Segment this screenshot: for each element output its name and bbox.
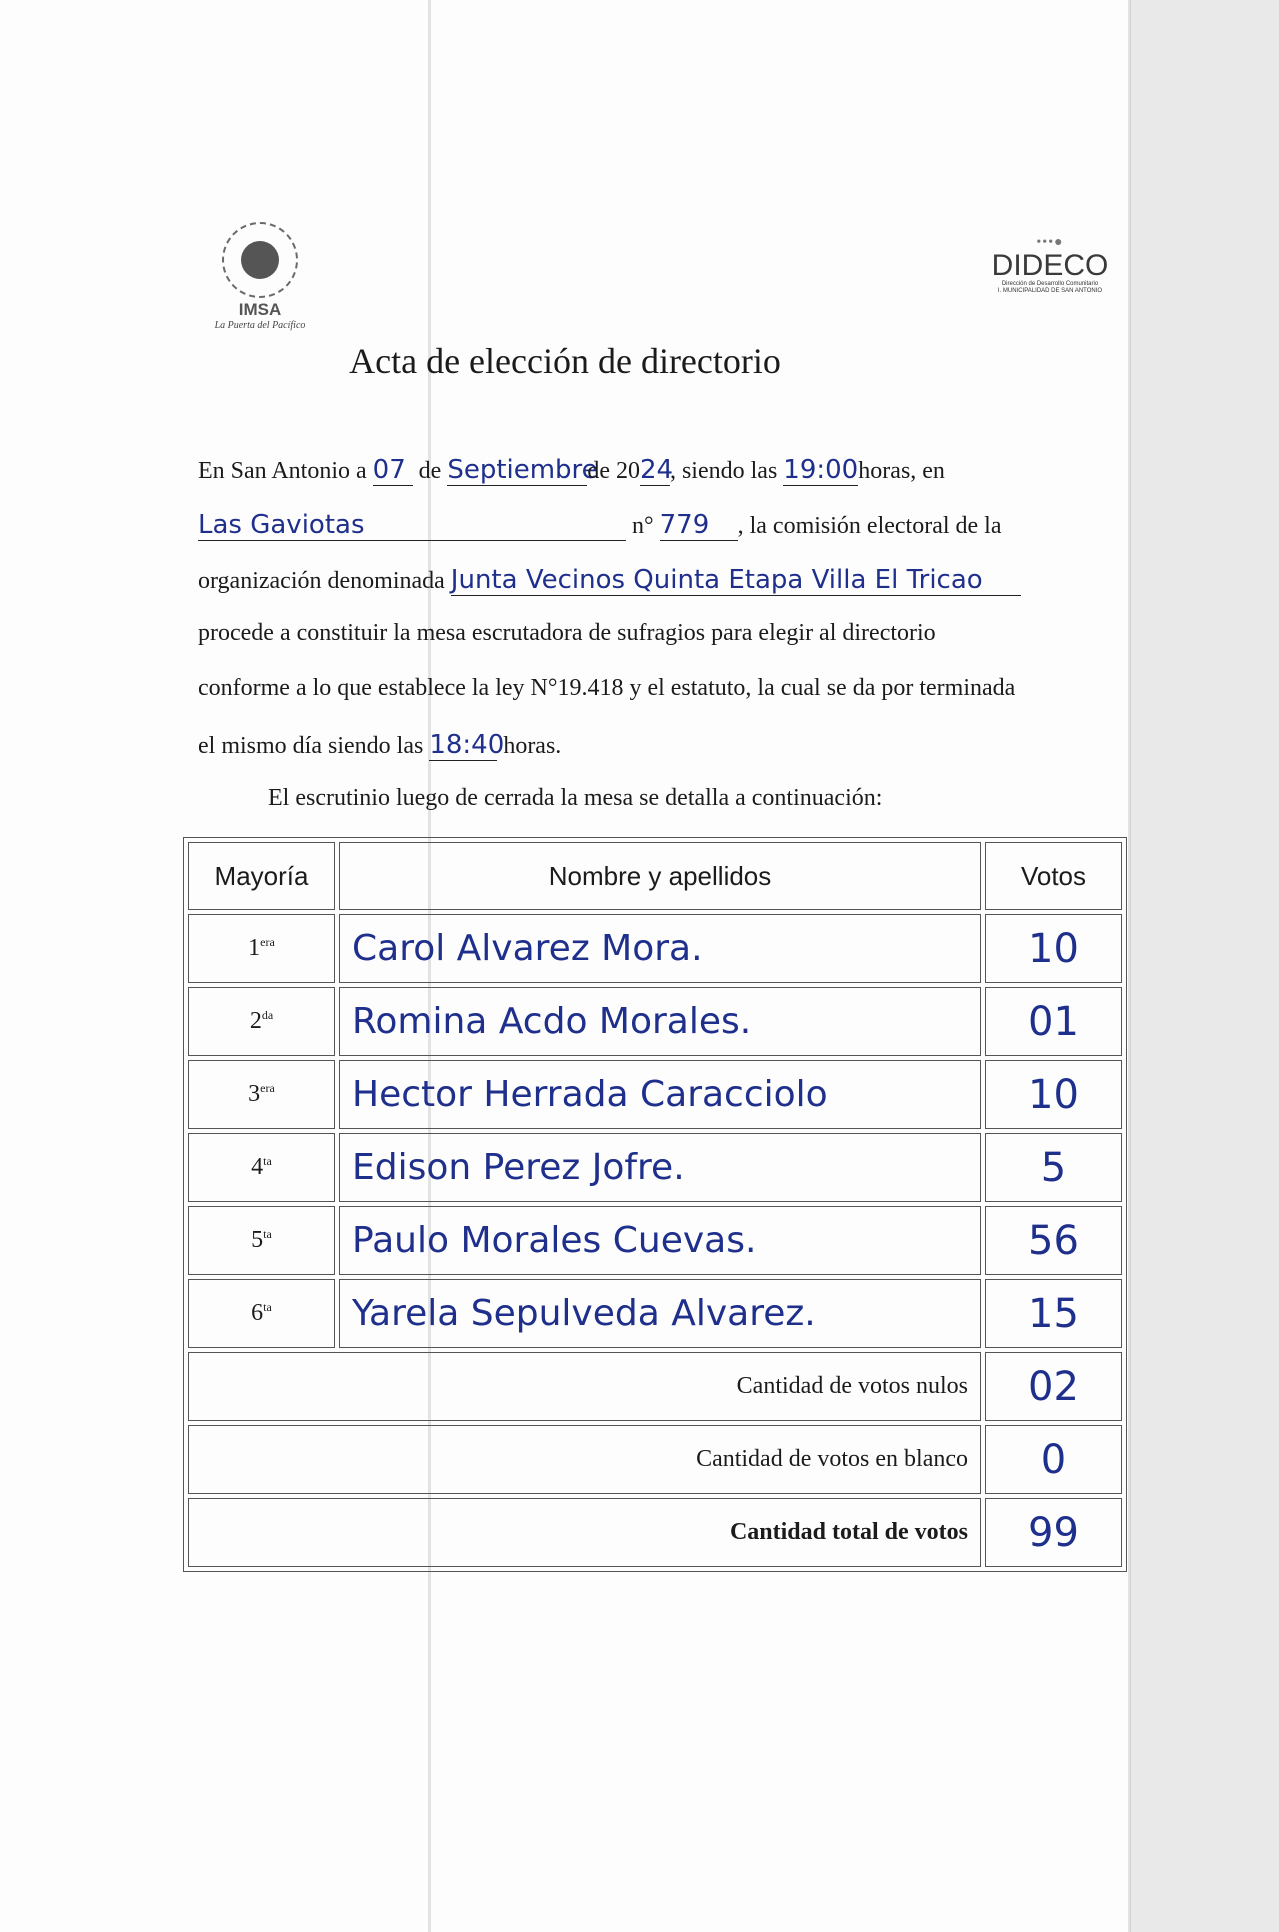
rank-cell [188,914,335,983]
text: organización denominada [198,568,451,594]
total-votes-value: 99 [985,1498,1122,1567]
body-line-7: El escrutinio luego de cerrada la mesa se detalla a continuación: [268,785,883,811]
text: de 20 [587,458,640,484]
start-time-field: 19:00 [783,455,859,485]
dideco-logo [985,235,1115,294]
text: de [412,458,448,484]
candidate-votes: 10 [985,914,1122,983]
organization-field: Junta Vecinos Quinta Etapa Villa El Tricao [451,565,1021,596]
rank-cell [188,1206,335,1275]
candidate-name: Romina Acdo Morales. [339,987,981,1056]
month-field: Septiembre [447,455,598,485]
body-line-5: conforme a lo que establece la ley N°19.418 y el estatuto, la cual se da por terminada [198,675,1016,701]
rank-number: 3 [248,1081,261,1107]
rank-number: 5 [251,1227,264,1253]
year-field: 24 [639,455,674,485]
dideco-logo-sub1: Dirección de Desarrollo Comunitario [1001,281,1099,287]
rank-suffix: era [260,1081,275,1095]
candidate-votes: 15 [985,1279,1122,1348]
text: n° [626,513,660,539]
text: el mismo día siendo las [198,733,430,759]
dots-icon: •••● [1036,235,1064,250]
municipal-seal-icon [222,222,298,298]
rank-number: 2 [249,1008,262,1034]
location-field: Las Gaviotas [198,510,626,541]
rank-suffix: da [261,1008,274,1022]
dideco-logo-name: DIDECO [991,249,1109,282]
imsa-logo-motto: La Puerta del Pacífico [214,320,306,331]
candidate-name: Hector Herrada Caracciolo [339,1060,981,1129]
blank-votes-label: Cantidad de votos en blanco [188,1425,981,1494]
imsa-logo [205,222,315,331]
candidate-votes: 10 [985,1060,1122,1129]
candidate-name: Yarela Sepulveda Alvarez. [339,1279,981,1348]
text: , siendo las [669,458,784,484]
document-title: Acta de elección de directorio [349,341,781,381]
null-votes-value: 02 [985,1352,1122,1421]
text: horas, en [858,458,945,484]
header-name: Nombre y apellidos [339,842,981,910]
text: , la comisión electoral de la [737,513,1002,539]
null-votes-label: Cantidad de votos nulos [188,1352,981,1421]
rank-suffix: era [260,935,275,949]
table-row [188,1133,1122,1202]
null-votes-row [188,1352,1122,1421]
rank-number: 1 [248,935,261,961]
candidate-name: Paulo Morales Cuevas. [339,1206,981,1275]
body-line-1 [198,455,945,486]
body-line-2 [198,510,1002,541]
table-header-row [188,842,1122,910]
body-line-3 [198,565,1021,596]
rank-suffix: ta [263,1154,272,1168]
rank-suffix: ta [263,1227,272,1241]
candidate-votes: 5 [985,1133,1122,1202]
dideco-logo-sub2: I. MUNICIPALIDAD DE SAN ANTONIO [997,287,1103,294]
scrutiny-table [183,837,1127,1572]
total-votes-row [188,1498,1122,1567]
end-time-field: 18:40 [429,730,505,760]
rank-number: 6 [251,1300,264,1326]
table-row [188,1279,1122,1348]
body-line-6 [198,730,561,761]
candidate-votes: 01 [985,987,1122,1056]
table-row [188,987,1122,1056]
day-field: 07 [373,455,413,486]
rank-cell [188,987,335,1056]
rank-number: 4 [251,1154,264,1180]
candidate-name: Edison Perez Jofre. [339,1133,981,1202]
page-edge [1128,0,1131,1932]
table-row [188,1060,1122,1129]
body-line-4: procede a constituir la mesa escrutadora de sufragios para elegir al directorio [198,620,936,646]
rank-cell [188,1060,335,1129]
imsa-logo-name: IMSA [238,300,282,319]
candidate-votes: 56 [985,1206,1122,1275]
candidate-name: Carol Alvarez Mora. [339,914,981,983]
blank-votes-row [188,1425,1122,1494]
rank-cell [188,1279,335,1348]
table-row [188,914,1122,983]
number-field: 779 [660,510,738,541]
header-votes: Votos [985,842,1122,910]
blank-votes-value: 0 [985,1425,1122,1494]
table-row [188,1206,1122,1275]
rank-cell [188,1133,335,1202]
total-votes-label: Cantidad total de votos [188,1498,981,1567]
rank-suffix: ta [263,1300,272,1314]
header-rank: Mayoría [188,842,335,910]
text: horas. [497,733,562,759]
text: En San Antonio a [198,458,373,484]
